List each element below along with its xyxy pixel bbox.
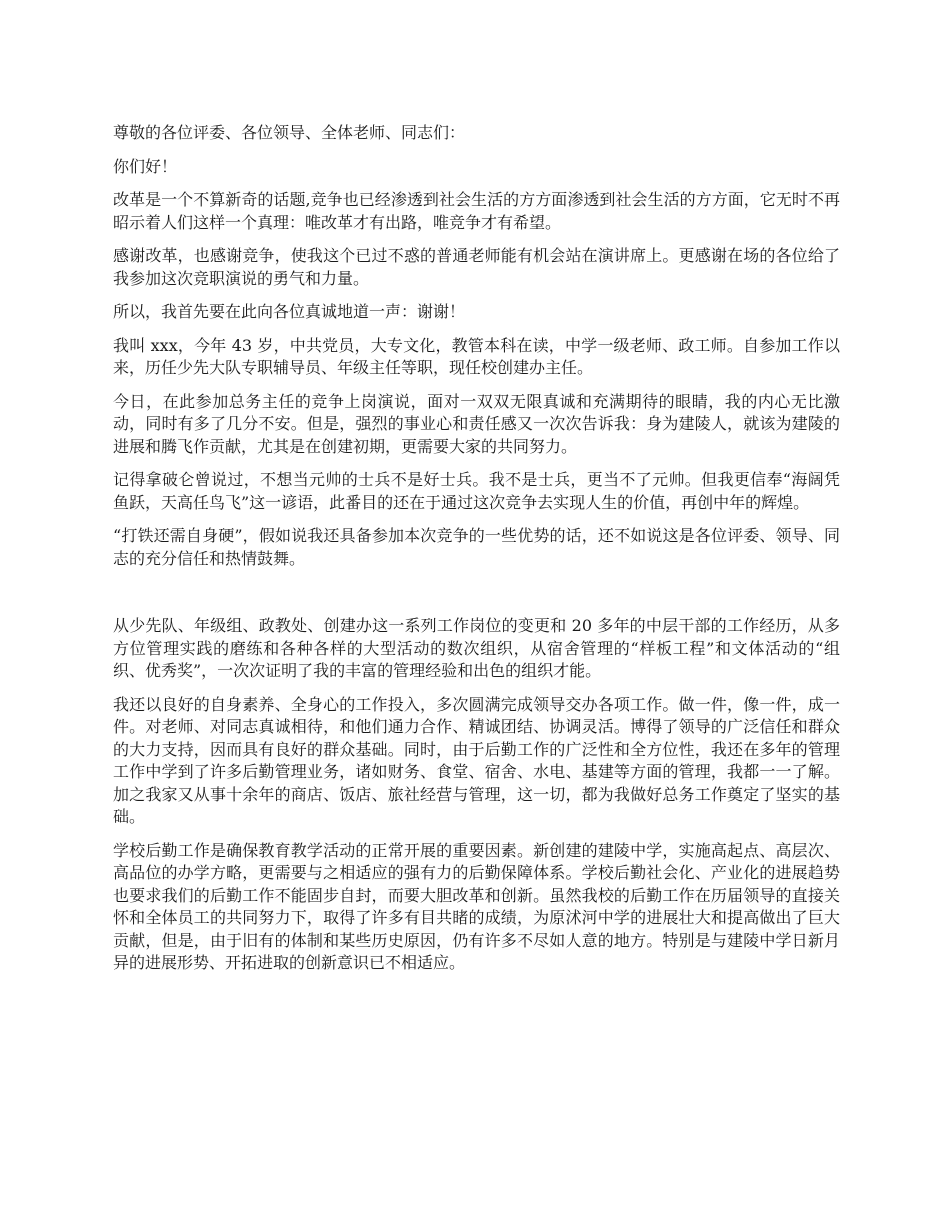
document-body (113, 122, 840, 986)
paragraph: “打铁还需自身硬”，假如说我还具备参加本次竞争的一些优势的话，还不如说这是各位评委、领导、同志的充分信任和热情鼓舞。 (113, 526, 840, 568)
paragraph: 今日，在此参加总务主任的竞争上岗演说，面对一双双无限真诚和充满期待的眼睛，我的内心无比激动，同时有多了几分不安。但是，强烈的事业心和责任感又一次次告诉我：身为建陵人，就该为建陵的进展和腾飞作贡献，尤其是在创建初期，更需要大家的共同努力。 (113, 391, 840, 456)
paragraph: 所以，我首先要在此向各位真诚地道一声：谢谢！ (113, 302, 466, 321)
paragraph: 从少先队、年级组、政教处、创建办这一系列工作岗位的变更和 20 多年的中层干部的工作经历，从多方位管理实践的磨练和各种各样的大型活动的数次组织，从宿舍管理的“样板工程”和文体活动的“组织、优秀奖”，一次次证明了我的丰富的管理经验和出色的组织才能。 (113, 616, 840, 680)
section-gap (113, 581, 840, 615)
paragraph: 学校后勤工作是确保教育教学活动的正常开展的重要因素。新创建的建陵中学，实施高起点、高层次、高品位的办学方略，更需要与之相适应的强有力的后勤保障体系。学校后勤社会化、产业化的进展趋势也要求我们的后勤工作不能固步自封，而要大胆改革和创新。虽然我校的后勤工作在历届领导的直接关怀和全体员工的共同努力下，取得了许多有目共睹的成绩，为原沭河中学的进展壮大和提高做出了巨大贡献，但是，由于旧有的体制和某些历史原因，仍有许多不尽如人意的地方。特别是与建陵中学日新月异的进展形势、开拓进取的创新意识已不相适应。 (113, 840, 840, 972)
paragraph: 记得拿破仑曾说过，不想当元帅的士兵不是好士兵。我不是士兵，更当不了元帅。但我更信奉“海阔凭鱼跃，天高任鸟飞”这一谚语，此番目的还在于通过这次竞争去实现人生的价值，再创中年的辉煌。 (113, 470, 840, 512)
greeting: 你们好！ (113, 156, 178, 176)
paragraph: 改革是一个不算新奇的话题,竞争也已经渗透到社会生活的方方面渗透到社会生活的方方面，它无时不再昭示着人们这样一个真理：唯改革才有出路，唯竞争才有希望。 (113, 190, 840, 232)
salutation: 尊敬的各位评委、各位领导、全体老师、同志们： (113, 123, 466, 142)
paragraph: 我叫 xxx，今年 43 岁，中共党员，大专文化，教管本科在读，中学一级老师、政工师。自参加工作以来，历任少先大队专职辅导员、年级主任等职，现任校创建办主任。 (113, 335, 840, 377)
paragraph: 感谢改革，也感谢竞争，使我这个已过不惑的普通老师能有机会站在演讲席上。更感谢在场的各位给了我参加这次竞职演说的勇气和力量。 (113, 246, 840, 288)
paragraph: 我还以良好的自身素养、全身心的工作投入，多次圆满完成领导交办各项工作。做一件，像一件，成一件。对老师、对同志真诚相待，和他们通力合作、精诚团结、协调灵活。博得了领导的广泛信任和群众的大力支持，因而具有良好的群众基础。同时，由于后勤工作的广泛性和全方位性，我还在多年的管理工作中学到了许多后勤管理业务，诸如财务、食堂、宿舍、水电、基建等方面的管理，我都一一了解。加之我家又从事十余年的商店、饭店、旅社经营与管理，这一切，都为我做好总务工作奠定了坚实的基础。 (113, 694, 840, 826)
